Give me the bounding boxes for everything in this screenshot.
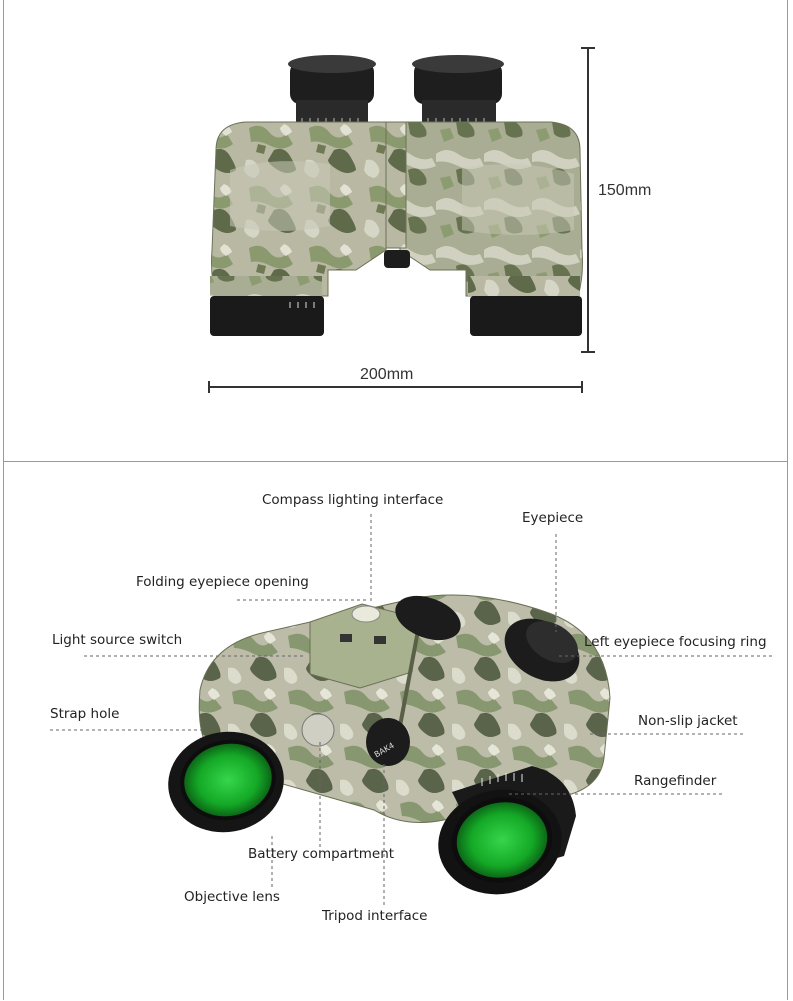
tripod-knob — [366, 718, 410, 766]
label-light-source-switch: Light source switch — [52, 632, 183, 648]
binocular-body — [210, 122, 583, 336]
label-battery-compartment: Battery compartment — [248, 846, 395, 862]
label-strap-hole: Strap hole — [50, 706, 120, 722]
label-eyepiece: Eyepiece — [522, 510, 584, 526]
parts-diagram-panel — [3, 461, 788, 1000]
height-dimension-label: 150mm — [598, 182, 652, 199]
width-dimension-label: 200mm — [360, 366, 414, 383]
label-tripod-interface: Tripod interface — [322, 908, 428, 924]
battery-cap — [302, 714, 334, 746]
label-non-slip-jacket: Non-slip jacket — [638, 713, 738, 729]
eyecup-left — [288, 55, 376, 126]
label-compass-lighting-interface: Compass lighting interface — [262, 492, 444, 508]
height-dimension-line — [581, 48, 595, 352]
label-objective-lens: Objective lens — [184, 889, 280, 905]
label-rangefinder: Rangefinder — [634, 773, 717, 789]
prism-marking: BAK4 — [372, 740, 396, 760]
binoculars-front-view — [4, 0, 789, 462]
dimensions-panel — [3, 0, 788, 462]
label-folding-eyepiece-opening: Folding eyepiece opening — [136, 574, 309, 590]
label-left-eyepiece-focusing-ring: Left eyepiece focusing ring — [584, 634, 767, 650]
eyecup-right — [412, 55, 504, 126]
